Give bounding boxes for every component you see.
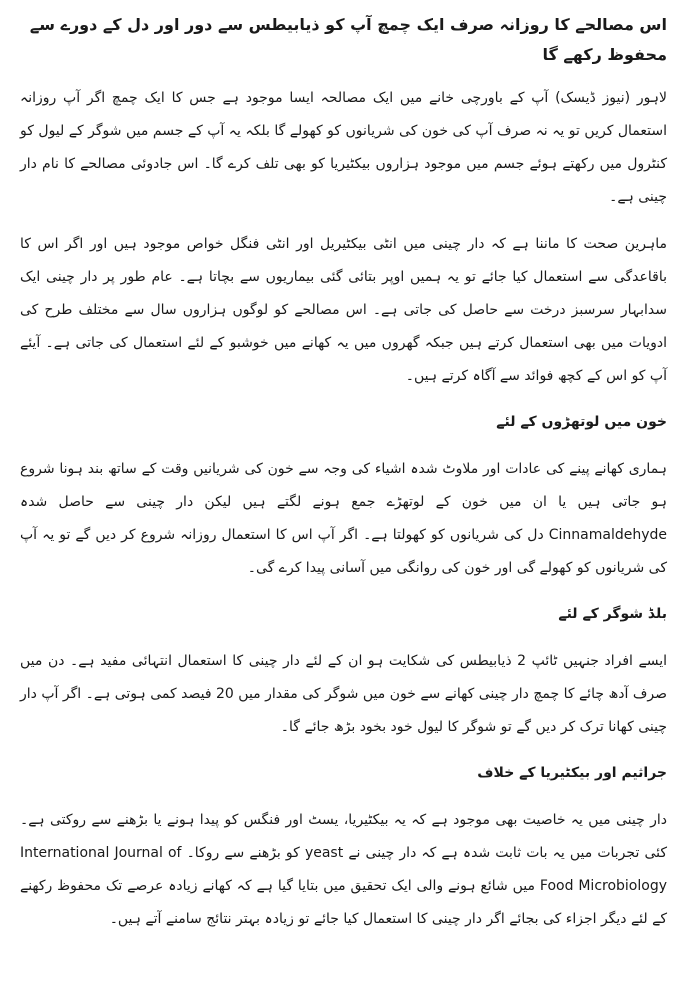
section-heading-blood-sugar: بلڈ شوگر کے لئے [558,606,667,622]
section-heading-blood-clots: خون میں لوتھڑوں کے لئے [496,414,667,430]
section-body-germs-bacteria: دار چینی میں یہ خاصیت بھی موجود ہے کہ یہ بیکٹیریا، یسٹ اور فنگس کو پیدا ہونے یا بڑھنے سے روکتی ہے۔ کئی تجربات میں یہ بات ثابت شدہ ہے کہ دار چینی نے yeast کو بڑھنے سے روکا۔ International Journal of Food Microbiology میں شائع ہونے والی ایک تحقیق میں بتایا گیا ہے کہ کھانے زیادہ عرصے تک محفوظ رکھنے کے لئے دیگر اجزاء کی بجائے اگر دار چینی کا استعمال کیا جائے تو زیادہ بہتر نتائج سامنے آتے ہیں۔ [20,812,668,927]
article-title: اس مصالحے کا روزانہ صرف ایک چمچ آپ کو ذیابیطس سے دور اور دل کے دورے سے محفوظ رکھے گا [29,15,667,64]
section-heading-germs-bacteria: جراثیم اور بیکٹیریا کے خلاف [477,765,667,781]
section-body-blood-sugar: ایسے افراد جنہیں ٹائپ 2 ذیابیطس کی شکایت ہو ان کے لئے دار چینی کا استعمال انتہائی مفید ہے۔ دن میں صرف آدھ چائے کا چمچ دار چینی کھانے سے خون میں شوگر کی مقدار میں 20 فیصد کمی ہوتی ہے۔ اگر آپ دار چینی کھانا ترک کر دیں گے تو شوگر کا لیول خود بخود بڑھ جائے گا۔ [20,653,667,735]
intro-paragraph-2: ماہرین صحت کا ماننا ہے کہ دار چینی میں انٹی بیکٹیریل اور انٹی فنگل خواص موجود ہیں اور اگر اس کا باقاعدگی سے استعمال کیا جائے تو یہ ہمیں اوپر بتائی گئی بیماریوں سے بچاتا ہے۔ عام طور پر دار چینی ایک سدابہار سرسبز درخت سے حاصل کی جاتی ہے۔ اس مصالحے کو لوگوں ہزاروں سال سے مختلف طرح کی ادویات میں بھی استعمال کرتے ہیں جبکہ گھروں میں یہ کھانے میں خوشبو کے لئے استعمال کی جاتی ہے۔ آیئے آپ کو اس کے کچھ فوائد سے آگاہ کرتے ہیں۔ [20,236,667,384]
intro-paragraph-1: لاہور (نیوز ڈیسک) آپ کے باورچی خانے میں ایک مصالحہ ایسا موجود ہے جس کا ایک چمچ اگر آپ روزانہ استعمال کریں تو یہ نہ صرف آپ کی خون کی شریانوں کو کھولے گا بلکہ یہ آپ کے جسم میں شوگر کے لیول کو کنٹرول میں رکھتے ہوئے جسم میں موجود ہزاروں بیکٹیریا کو بھی تلف کرے گا۔ اس جادوئی مصالحے کا نام دار چینی ہے۔ [20,90,667,205]
section-body-blood-clots: ہماری کھانے پینے کی عادات اور ملاوٹ شدہ اشیاء کی وجہ سے خون کی شریانیں وقت کے ساتھ بند ہونا شروع ہو جاتی ہیں یا ان میں خون کے لوتھڑے جمع ہونے لگتے ہیں لیکن دار چینی سے حاصل شدہ Cinnamaldehyde دل کی شریانوں کو کھولتا ہے۔ اگر آپ اس کا استعمال روزانہ شروع کر دیں گے تو یہ آپ کی شریانوں کو کھولے گی اور خون کی روانگی میں آسانی پیدا کرے گی۔ [20,461,667,576]
